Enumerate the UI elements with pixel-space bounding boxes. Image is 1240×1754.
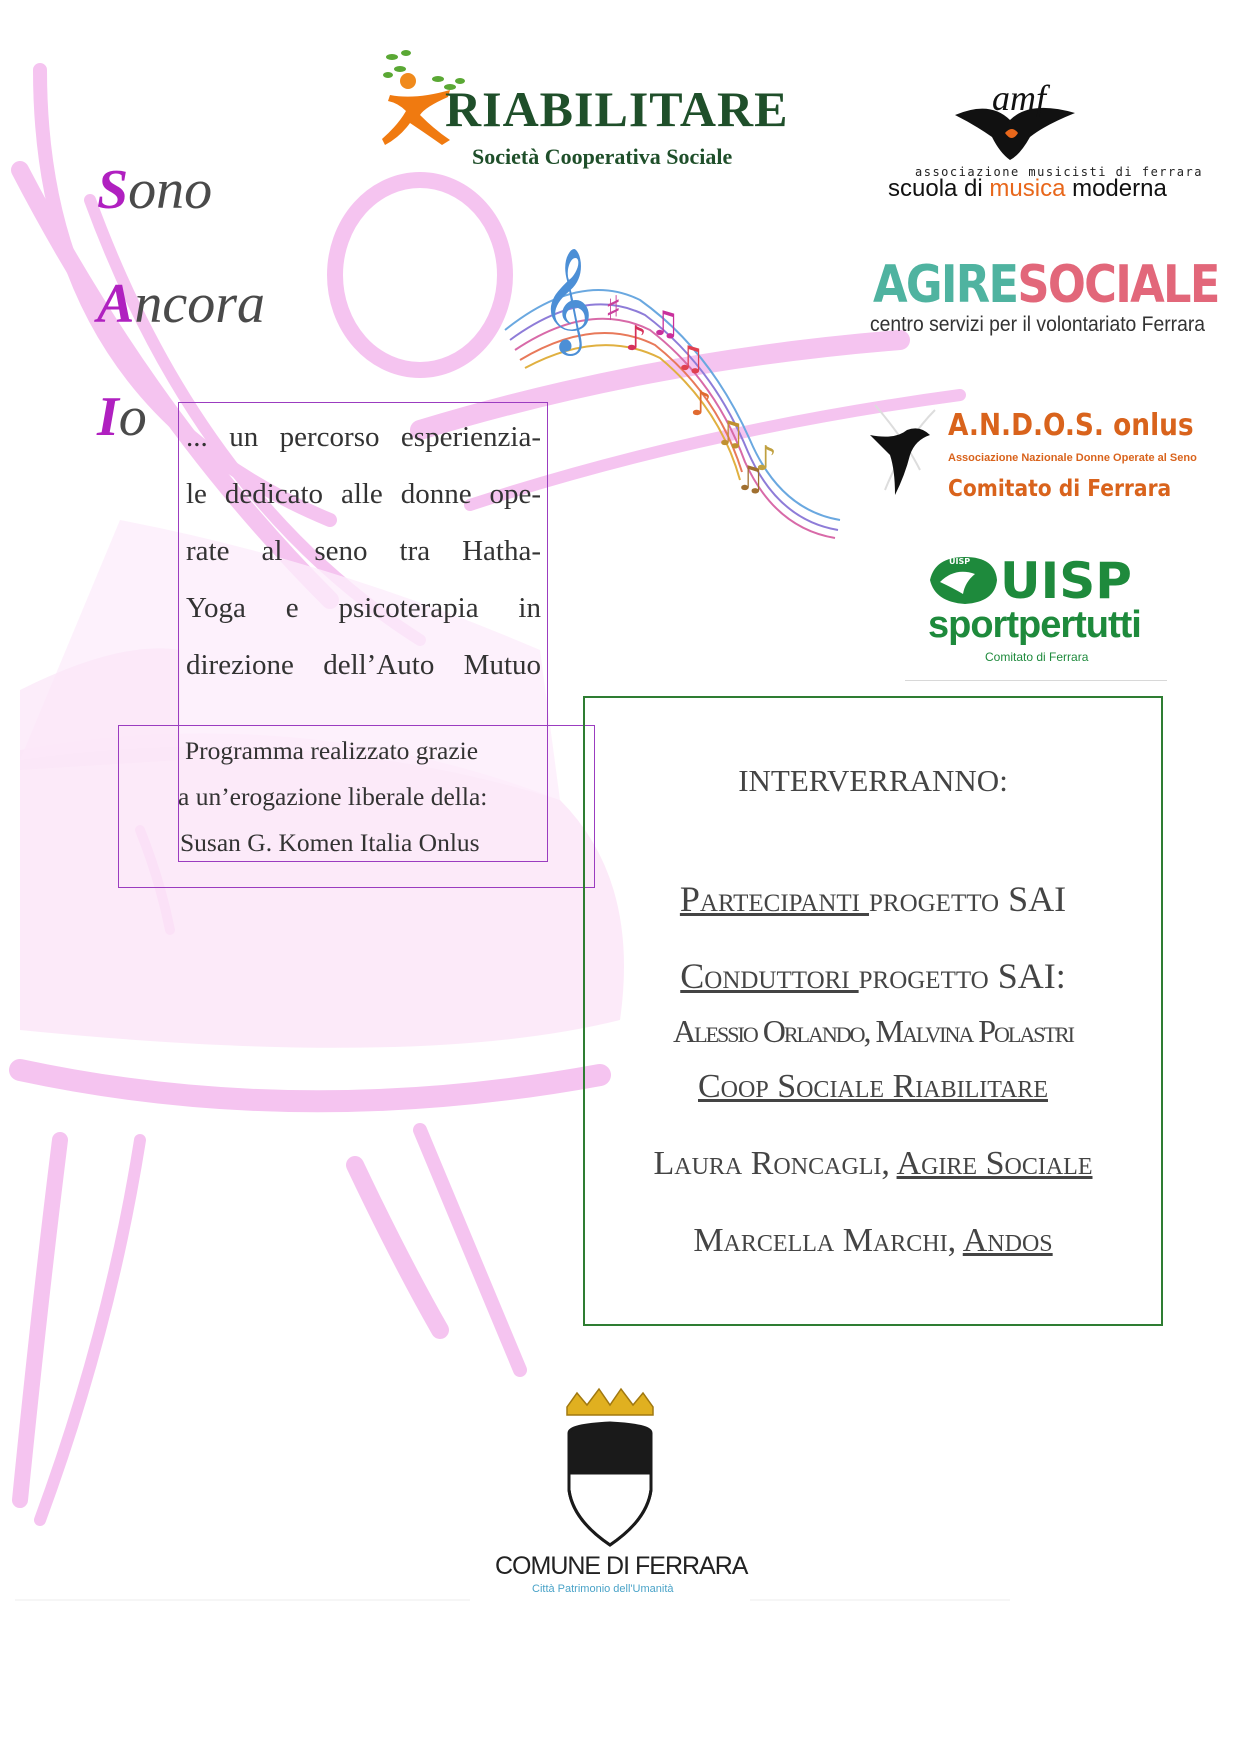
svg-text:♫: ♫ — [675, 339, 706, 379]
acrostic-word-3 — [97, 385, 147, 449]
conductors-project: progetto SAI: — [858, 956, 1066, 996]
svg-text:♯: ♯ — [605, 289, 622, 329]
intro-line: ... un percorso esperienzia- — [186, 421, 541, 453]
speaker-line-agire — [585, 1145, 1161, 1183]
figure-leg-1 — [20, 1140, 60, 1500]
comune-name: COMUNE DI FERRARA — [495, 1552, 748, 1580]
speaker-line-conductors — [585, 955, 1161, 997]
figure-leg-3 — [355, 1165, 440, 1330]
acrostic-rest: o — [118, 386, 147, 448]
svg-text:♪: ♪ — [755, 439, 777, 479]
agire-part: AGIRE — [873, 255, 1018, 315]
program-text — [178, 728, 552, 866]
conductors-label: Conduttori — [680, 956, 859, 996]
amf-school-music: musica — [989, 175, 1066, 202]
svg-text:♫: ♫ — [715, 414, 746, 454]
comune-subtitle: Città Patrimonio dell'Umanità — [532, 1583, 674, 1595]
acrostic-word-1 — [97, 158, 212, 222]
uisp-logo-title: UISP — [1000, 552, 1132, 610]
uisp-divider — [905, 680, 1167, 681]
svg-text:♪: ♪ — [690, 384, 712, 424]
intro-line: direzione dell’Auto Mutuo — [186, 649, 541, 681]
sociale-part: SOCIALE — [1017, 255, 1219, 315]
treble-clef-icon: 𝄞 — [540, 247, 594, 352]
speaker-org-andos: Andos — [962, 1222, 1053, 1259]
program-line: a un’erogazione liberale della: — [178, 782, 488, 811]
amf-school-pre: scuola di — [888, 175, 990, 202]
comune-crest-icon — [555, 1385, 665, 1550]
amf-mark-text: amf — [992, 78, 1046, 118]
intro-line: rate al seno tra Hatha- — [186, 535, 541, 567]
participants-label: Partecipanti — [679, 879, 869, 919]
andos-committee: Comitato di Ferrara — [948, 476, 1172, 502]
andos-logo-title: A.N.D.O.S. onlus — [948, 408, 1194, 443]
program-line: Susan G. Komen Italia Onlus — [180, 828, 480, 857]
svg-text:♫: ♫ — [735, 459, 766, 499]
svg-text:♫: ♫ — [650, 304, 681, 344]
amf-school-text — [888, 175, 1167, 203]
amf-school-post: moderna — [1065, 175, 1167, 202]
figure-head-ring — [335, 180, 505, 370]
speaker-org-riabilitare: Coop Sociale Riabilitare — [698, 1068, 1048, 1105]
participants-project: progetto SAI — [868, 879, 1067, 919]
speaker-name-roncagli: Laura Roncagli, — [653, 1145, 897, 1182]
speaker-name-marchi: Marcella Marchi, — [693, 1222, 963, 1259]
intro-line: Yoga e psicoterapia in — [186, 592, 541, 624]
andos-full-name: Associazione Nazionale Donne Operate al Seno — [948, 452, 1197, 464]
acrostic-initial: I — [97, 386, 119, 448]
acrostic-initial: A — [97, 273, 135, 335]
riabilitare-logo-title: RIABILITARE — [445, 81, 789, 137]
acrostic-initial: S — [97, 159, 129, 221]
uisp-runner-icon — [925, 552, 1000, 607]
amf-bird-icon — [950, 75, 1080, 165]
amf-association-text: associazione musicisti di ferrara — [915, 165, 1203, 179]
speaker-names-conductors: Alessio Orlando, Malvina Polastri — [673, 1013, 1073, 1049]
uisp-small-mark: UISP — [949, 557, 971, 566]
acrostic-word-2 — [97, 272, 265, 336]
skirt-band — [20, 1070, 600, 1101]
svg-text:♪: ♪ — [625, 319, 647, 359]
uisp-committee: Comitato di Ferrara — [985, 650, 1089, 664]
speaker-line-participants — [585, 878, 1161, 920]
speaker-line-andos — [585, 1222, 1161, 1260]
speaker-org-agire: Agire Sociale — [896, 1145, 1093, 1182]
intro-line: le dedicato alle donne ope- — [186, 478, 541, 510]
agire-sociale-logo-title — [873, 255, 1219, 315]
riabilitare-logo-subtitle: Società Cooperativa Sociale — [472, 144, 733, 169]
music-notes-illustration — [500, 240, 850, 540]
program-line: Programma realizzato grazie — [185, 736, 479, 765]
uisp-tagline: sportpertutti — [928, 604, 1141, 646]
speakers-heading: INTERVERRANNO: — [738, 763, 1008, 798]
agire-sociale-subtitle: centro servizi per il volontariato Ferrara — [870, 313, 1206, 336]
acrostic-rest: ono — [128, 159, 213, 221]
speakers-box — [583, 696, 1163, 1326]
acrostic-rest: ncora — [134, 273, 266, 335]
andos-swallow-icon — [865, 400, 945, 500]
